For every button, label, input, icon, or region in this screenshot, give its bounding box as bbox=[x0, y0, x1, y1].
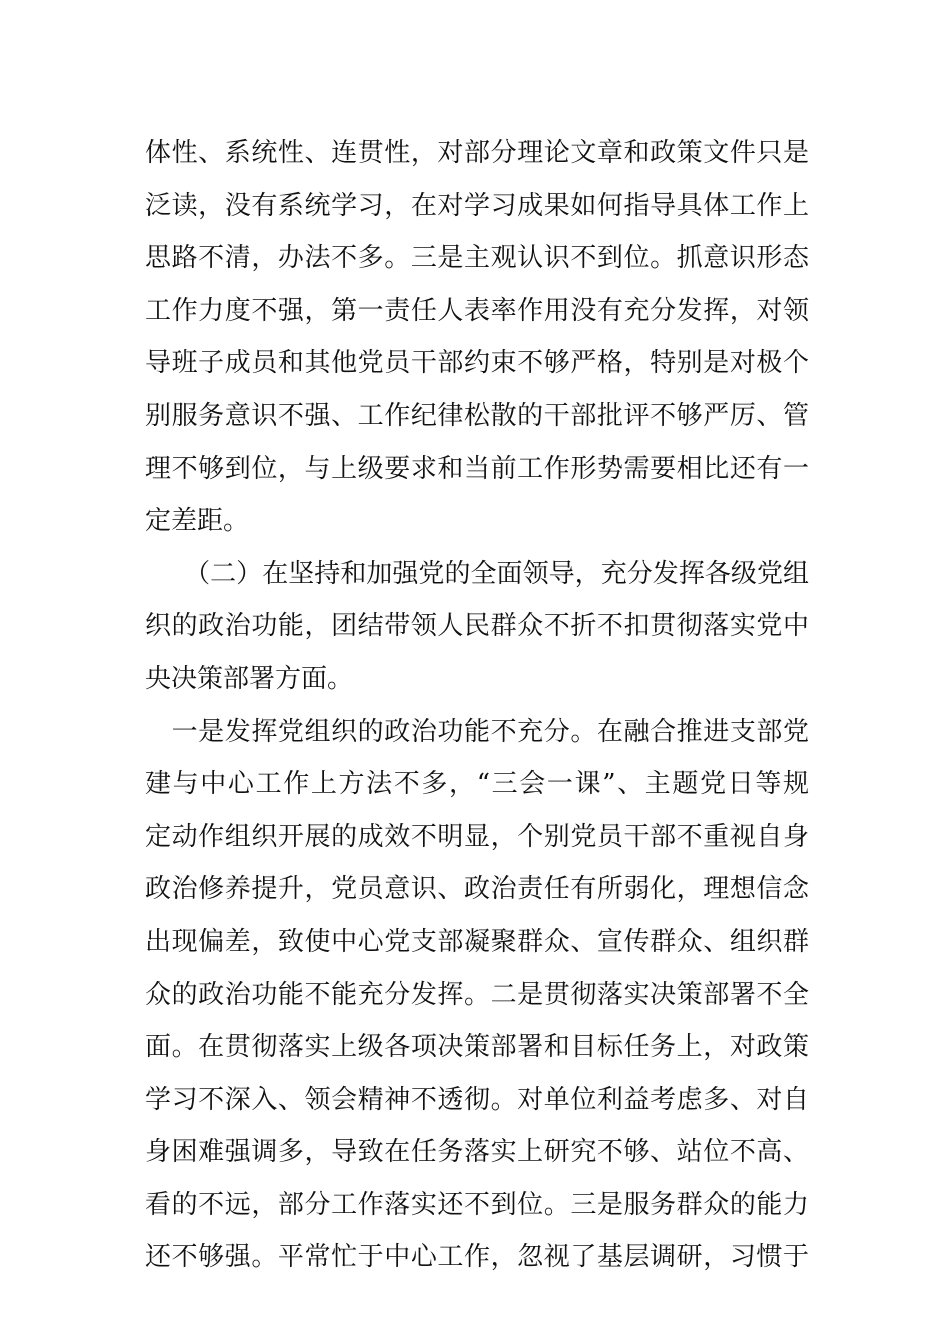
text-line: 看的不远，部分工作落实还不到位。三是服务群众的能力 bbox=[145, 1189, 809, 1220]
text-line: 思路不清，办法不多。三是主观认识不到位。抓意识形态 bbox=[145, 243, 809, 274]
text-line: 出现偏差，致使中心党支部凝聚群众、宣传群众、组织群 bbox=[145, 926, 809, 957]
text-line: 理不够到位，与上级要求和当前工作形势需要相比还有一 bbox=[145, 453, 809, 484]
text-line: 学习不深入、领会精神不透彻。对单位利益考虑多、对自 bbox=[145, 1084, 809, 1115]
section-heading-line: （二）在坚持和加强党的全面领导，充分发挥各级党组 bbox=[145, 558, 809, 589]
text-line: 定动作组织开展的成效不明显，个别党员干部不重视自身 bbox=[145, 821, 809, 852]
text-line: 政治修养提升，党员意识、政治责任有所弱化，理想信念 bbox=[145, 874, 809, 905]
text-line: 别服务意识不强、工作纪律松散的干部批评不够严厉、管 bbox=[145, 400, 809, 431]
section-heading-line: 央决策部署方面。 bbox=[145, 663, 354, 694]
text-line: 定差距。 bbox=[145, 506, 250, 537]
text-line: 导班子成员和其他党员干部约束不够严格，特别是对极个 bbox=[145, 348, 809, 379]
text-line: 众的政治功能不能充分发挥。二是贯彻落实决策部署不全 bbox=[145, 979, 809, 1010]
body-text bbox=[145, 127, 809, 1284]
text-line: 体性、系统性、连贯性，对部分理论文章和政策文件只是 bbox=[145, 138, 809, 168]
text-line: 还不够强。平常忙于中心工作，忽视了基层调研，习惯于 bbox=[145, 1242, 809, 1273]
text-line: 面。在贯彻落实上级各项决策部署和目标任务上，对政策 bbox=[145, 1032, 809, 1063]
text-line: 身困难强调多，导致在任务落实上研究不够、站位不高、 bbox=[145, 1137, 809, 1168]
text-line: 一是发挥党组织的政治功能不充分。在融合推进支部党 bbox=[145, 716, 809, 747]
section-heading-line: 织的政治功能，团结带领人民群众不折不扣贯彻落实党中 bbox=[145, 611, 809, 642]
text-line: 建与中心工作上方法不多，“三会一课”、主题党日等规 bbox=[145, 769, 809, 800]
text-line: 泛读，没有系统学习，在对学习成果如何指导具体工作上 bbox=[145, 190, 809, 221]
text-line: 工作力度不强，第一责任人表率作用没有充分发挥，对领 bbox=[145, 295, 809, 326]
